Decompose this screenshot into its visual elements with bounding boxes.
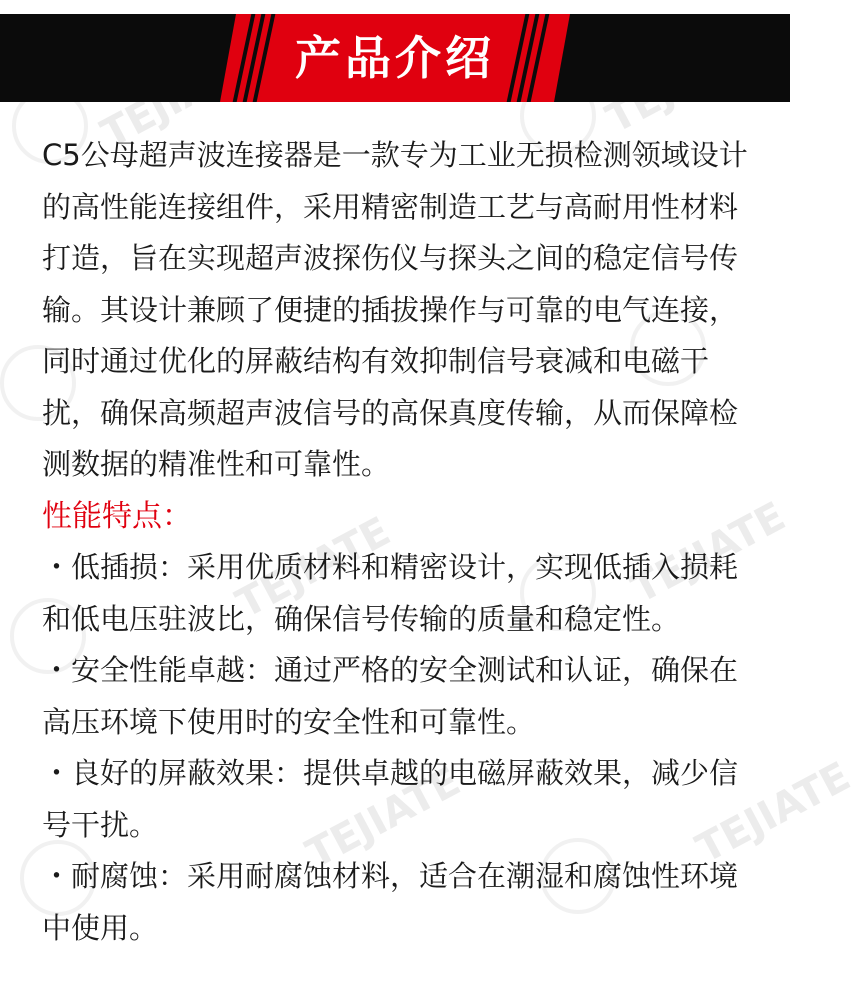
features-heading: 性能特点： <box>42 498 192 534</box>
watermark-brand-text: TEJIATE <box>688 753 858 873</box>
watermark-brand-text: TEJIATE <box>228 508 398 628</box>
header-banner <box>0 14 790 102</box>
watermark-brand-text: TEJIATE <box>623 493 793 613</box>
feature-item: ・耐腐蚀：采用耐腐蚀材料，适合在潮湿和腐蚀性环境中使用。 <box>42 859 739 945</box>
feature-item: ・低插损：采用优质材料和精密设计，实现低插入损耗和低电压驻波比，确保信号传输的质量和稳定性。 <box>42 550 739 636</box>
intro-paragraph: C5公母超声波连接器是一款专为工业无损检测领域设计的高性能连接组件，采用精密制造工艺与高耐用性材料打造，旨在实现超声波探伤仪与探头之间的稳定信号传输。其设计兼顾了便捷的插拔操作与可靠的电气连接，同时通过优化的屏蔽结构有效抑制信号衰减和电磁干扰，确保高频超声波信号的高保真度传输，从而保障检测数据的精准性和可靠性。 <box>42 138 748 481</box>
main-content <box>42 130 752 954</box>
watermark-brand-text: TEJIATE <box>298 758 468 878</box>
feature-item: ・安全性能卓越：通过严格的安全测试和认证，确保在高压环境下使用时的安全性和可靠性。 <box>42 653 739 739</box>
feature-item: ・良好的屏蔽效果：提供卓越的电磁屏蔽效果，减少信号干扰。 <box>42 756 739 842</box>
banner-title: 产品介绍 <box>295 31 495 85</box>
